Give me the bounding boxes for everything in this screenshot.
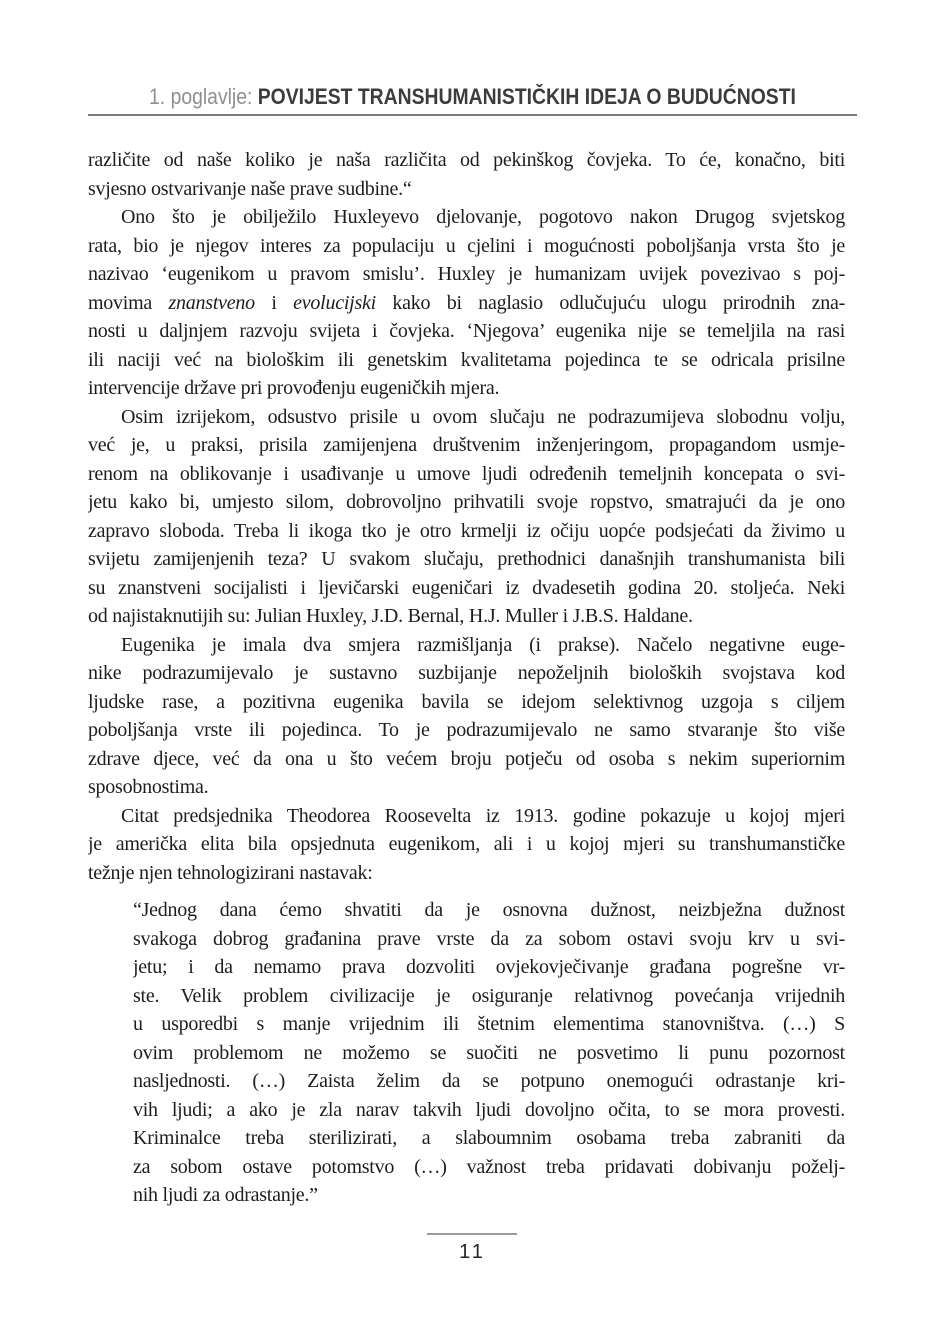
body-line: ljudske rase, a pozitivna eugenika bavila se idejom selektivnog uzgoja s ciljem — [88, 690, 845, 713]
quote-line: “Jednog dana ćemo shvatiti da je osnovna dužnost, neizbježna dužnost — [133, 899, 845, 921]
body-paragraph — [88, 203, 845, 403]
body-paragraph — [88, 146, 845, 203]
body-paragraph — [88, 802, 845, 888]
body-line: ili naciji već na biološkim ili genetskim kvalitetama pojedinca te se odricala prisilne — [88, 348, 845, 371]
body-line: rata, bio je njegov interes za populaciju u cjelini i mogućnosti poboljšanja vrsta što je — [88, 234, 845, 257]
body-line: nike podrazumijevalo je sustavno suzbijanje nepoželjnih bioloških svojstava kod — [88, 662, 845, 684]
body-line: renom na oblikovanje i usađivanje u umove ljudi određenih temeljnih koncepata o svi- — [88, 462, 845, 485]
body-line: svijetu zamijenjenih teza? U svakom slučaju, prethodnici današnjih transhumanista bili — [88, 548, 845, 570]
body-line: već je, u praksi, prisila zamijenjena društvenim inženjeringom, propagandom usmje- — [88, 434, 845, 456]
quote-line: ste. Velik problem civilizacije je osiguranje relativnog povećanja vrijednih — [133, 984, 845, 1007]
paragraph-container — [88, 146, 845, 887]
body-line: od najistaknutijih su: Julian Huxley, J.D. Bernal, H.J. Muller i J.B.S. Haldane. — [88, 605, 693, 627]
header-rule — [88, 114, 857, 116]
quote-line: svakoga dobrog građanina prave vrste da za sobom ostavi svoju krv u svi- — [133, 927, 845, 950]
body-line: težnje njen tehnologizirani nastavak: — [88, 861, 373, 884]
quote-line: Kriminalce treba sterilizirati, a slaboumnim osobama treba zabraniti da — [133, 1127, 845, 1149]
body-line: svjesno ostvarivanje naše prave sudbine.“ — [88, 177, 412, 200]
chapter-label: 1. poglavlje: — [149, 84, 258, 109]
body-line: nosti u daljnjem razvoju svijeta i čovjeka. ‘Njegova’ eugenika nije se temeljila na rasi — [88, 320, 845, 342]
body-line: zapravo sloboda. Treba li ikoga tko je otro krmelji iz očiju uopće podsjećati da živimo u — [88, 519, 845, 542]
footer-rule — [427, 1233, 517, 1235]
body-line: sposobnostima. — [88, 776, 209, 798]
running-header — [134, 84, 811, 110]
quote-line: jetu; i da nemamo prava dozvoliti ovjekovječivanje građana pogrešne vr- — [133, 956, 845, 978]
body-line: Eugenika je imala dva smjera razmišljanja (i prakse). Načelo negativne euge- — [121, 633, 845, 656]
quote-line: ovim problemom ne možemo se suočiti ne posvetimo li punu pozornost — [133, 1041, 845, 1064]
body-line: su znanstveni socijalisti i ljevičarski eugeničari iz dvadesetih godina 20. stoljeća. Neki — [88, 576, 845, 599]
body-line: intervencije države pri provođenju eugeničkih mjera. — [88, 377, 500, 399]
body-line: Citat predsjednika Theodorea Roosevelta iz 1913. godine pokazuje u kojoj mjeri — [121, 804, 845, 827]
page-number: 11 — [459, 1241, 486, 1263]
body-paragraph — [88, 631, 845, 802]
body-line: različite od naše koliko je naša različita od pekinškog čovjeka. To će, konačno, biti — [88, 149, 845, 171]
body-line: nazivao ‘eugenikom u pravom smislu’. Huxley je humanizam uvijek povezivao s poj- — [88, 263, 845, 285]
body-line: Osim izrijekom, odsustvo prisile u ovom slučaju ne podrazumijeva slobodnu volju, — [121, 405, 845, 428]
quote-line: u usporedbi s manje vrijednim ili štetnim elementima stanovništva. (…) S — [133, 1013, 845, 1035]
body-line: jetu kako bi, umjesto silom, dobrovoljno prihvatili svoje ropstvo, smatrajući da je ono — [88, 491, 845, 513]
quote-line: vih ljudi; a ako je zla narav takvih ljudi dovoljno očita, to se mora provesti. — [133, 1098, 845, 1121]
page-body — [88, 146, 845, 1210]
body-line: poboljšanja vrste ili pojedinca. To je podrazumijevalo ne samo stvaranje što više — [88, 719, 845, 741]
body-paragraph — [88, 403, 845, 631]
block-quote — [88, 887, 845, 1210]
chapter-title: POVIJEST TRANSHUMANISTIČKIH IDEJA O BUDUĆNOSTI — [257, 84, 796, 109]
body-line: zdrave djece, već da ona u što većem broju potječu od osoba s nekim superiornim — [88, 747, 845, 770]
body-line: je američka elita bila opsjednuta eugenikom, ali i u kojoj mjeri su transhumanstičke — [88, 833, 845, 855]
body-line: movima znanstveno i evolucijski kako bi naglasio odlučujuću ulogu prirodnih zna- — [88, 291, 845, 314]
quote-line: nasljednosti. (…) Zaista želim da se potpuno onemogući odrastanje kri- — [133, 1070, 845, 1092]
body-line: Ono što je obilježilo Huxleyevo djelovanje, pogotovo nakon Drugog svjetskog — [121, 206, 845, 228]
quote-line: nih ljudi za odrastanje.” — [133, 1184, 318, 1206]
quote-line: za sobom ostave potomstvo (…) važnost treba pridavati dobivanju poželj- — [133, 1155, 845, 1178]
